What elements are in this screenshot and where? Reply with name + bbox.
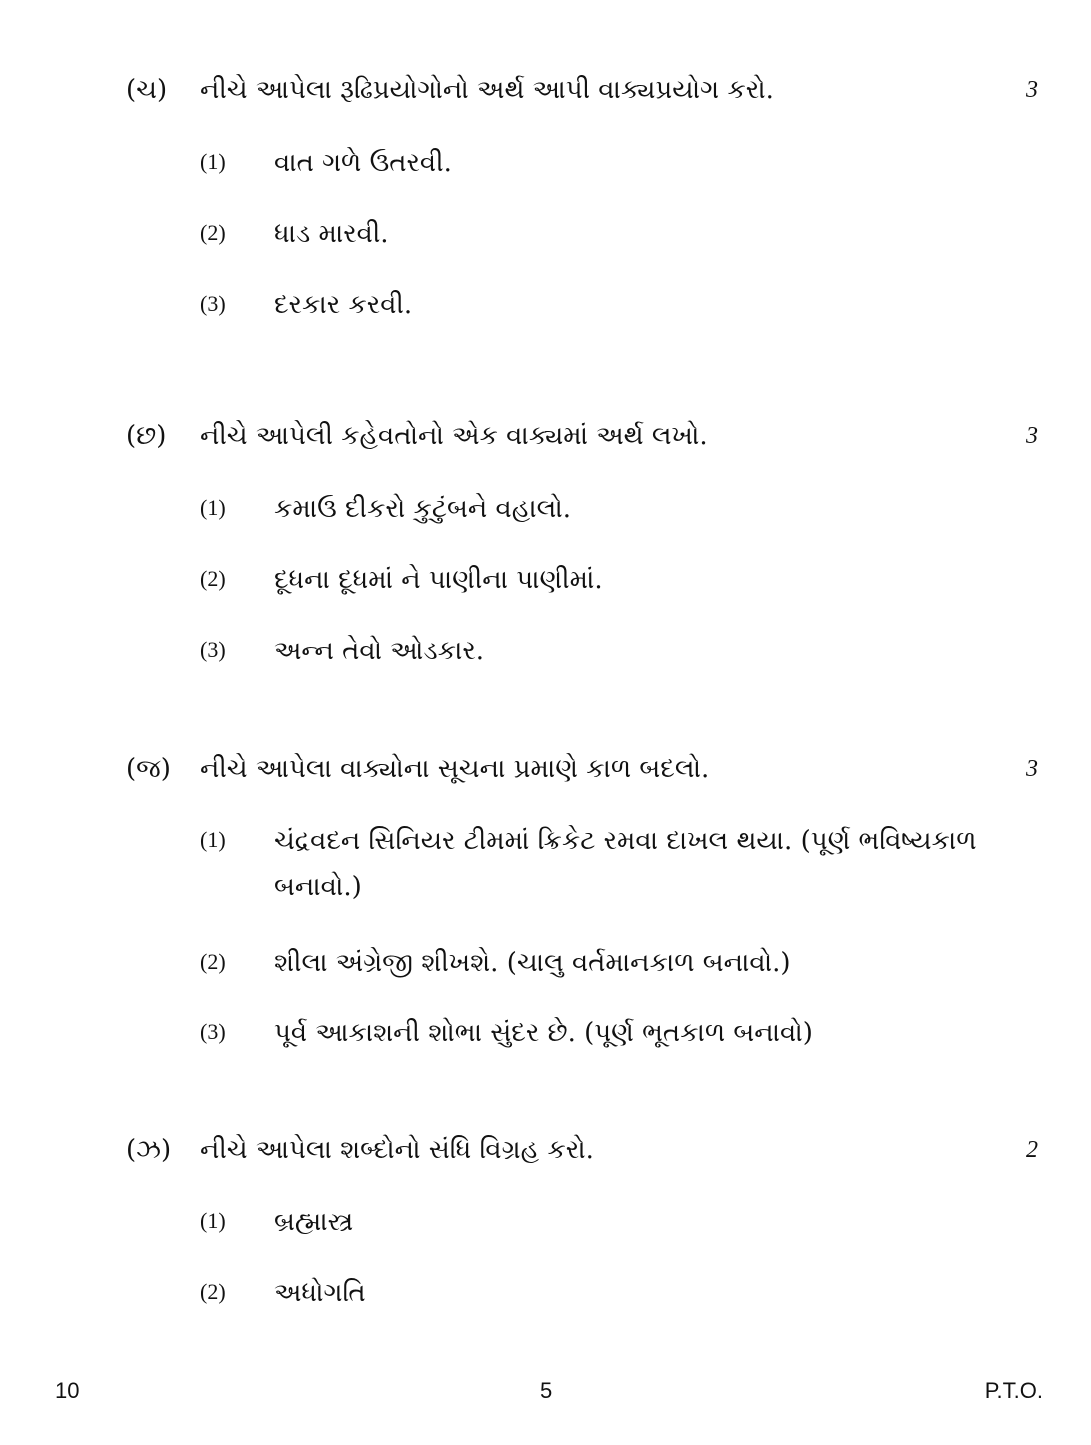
question-cha: [126, 70, 1038, 110]
item-text: ધાડ મારવી.: [274, 219, 389, 249]
question-jha: [126, 1130, 1038, 1170]
item-number: (1): [200, 1208, 226, 1233]
question-marks: 3: [1026, 77, 1038, 103]
question-label: (છ): [126, 421, 167, 451]
item-number: (2): [200, 220, 226, 245]
page-code: 10: [55, 1378, 80, 1403]
question-ja: [126, 749, 1038, 789]
question-marks: 2: [1026, 1137, 1038, 1163]
page-number: 5: [540, 1378, 553, 1403]
item-number: (1): [200, 149, 226, 174]
question-marks: 3: [1026, 423, 1038, 449]
question-label: (ચ): [126, 75, 168, 105]
question-text: નીચે આપેલા વાક્યોના સૂચના પ્રમાણે કાળ બદલો.: [200, 754, 710, 784]
question-label: (ઝ): [126, 1135, 172, 1165]
question-marks: 3: [1026, 756, 1038, 782]
item-text: અન્ન તેવો ઓડકાર.: [274, 636, 485, 666]
item-number: (1): [200, 495, 226, 520]
item-number: (3): [200, 1019, 226, 1044]
item-number: (3): [200, 291, 226, 316]
item-number: (2): [200, 566, 226, 591]
item-text: બ્રહ્માસ્ત્ર: [274, 1207, 354, 1237]
question-chha: [126, 416, 1038, 456]
item-number: (2): [200, 1279, 226, 1304]
item-text: દૂધના દૂધમાં ને પાણીના પાણીમાં.: [274, 565, 603, 595]
question-label: (જ): [126, 754, 171, 784]
item-text: અધોગતિ: [274, 1278, 366, 1308]
question-text: નીચે આપેલા રૂઢિપ્રયોગોનો અર્થ આપી વાક્યપ્રયોગ કરો.: [200, 75, 774, 105]
item-number: (3): [200, 637, 226, 662]
item-number: (1): [200, 827, 226, 852]
item-text: કમાઉ દીકરો કુટુંબને વહાલો.: [274, 494, 572, 524]
item-text: પૂર્વ આકાશની શોભા સુંદર છે. (પૂર્ણ ભૂતકાળ બનાવો): [274, 1018, 813, 1048]
item-text: ચંદ્રવદન સિનિયર ટીમમાં ક્રિકેટ રમવા દાખલ થયા. (પૂર્ણ ભવિષ્યકાળ બનાવો.): [274, 826, 977, 902]
item-text: શીલા અંગ્રેજી શીખશે. (ચાલુ વર્તમાનકાળ બનાવો.): [274, 948, 791, 978]
please-turn-over: P.T.O.: [984, 1378, 1043, 1403]
item-text: વાત ગળે ઉતરવી.: [274, 148, 452, 178]
question-text: નીચે આપેલા શબ્દોનો સંધિ વિગ્રહ કરો.: [200, 1135, 594, 1165]
item-number: (2): [200, 949, 226, 974]
item-text: દરકાર કરવી.: [274, 290, 413, 320]
question-text: નીચે આપેલી કહેવતોનો એક વાક્યમાં અર્થ લખો.: [200, 421, 708, 451]
